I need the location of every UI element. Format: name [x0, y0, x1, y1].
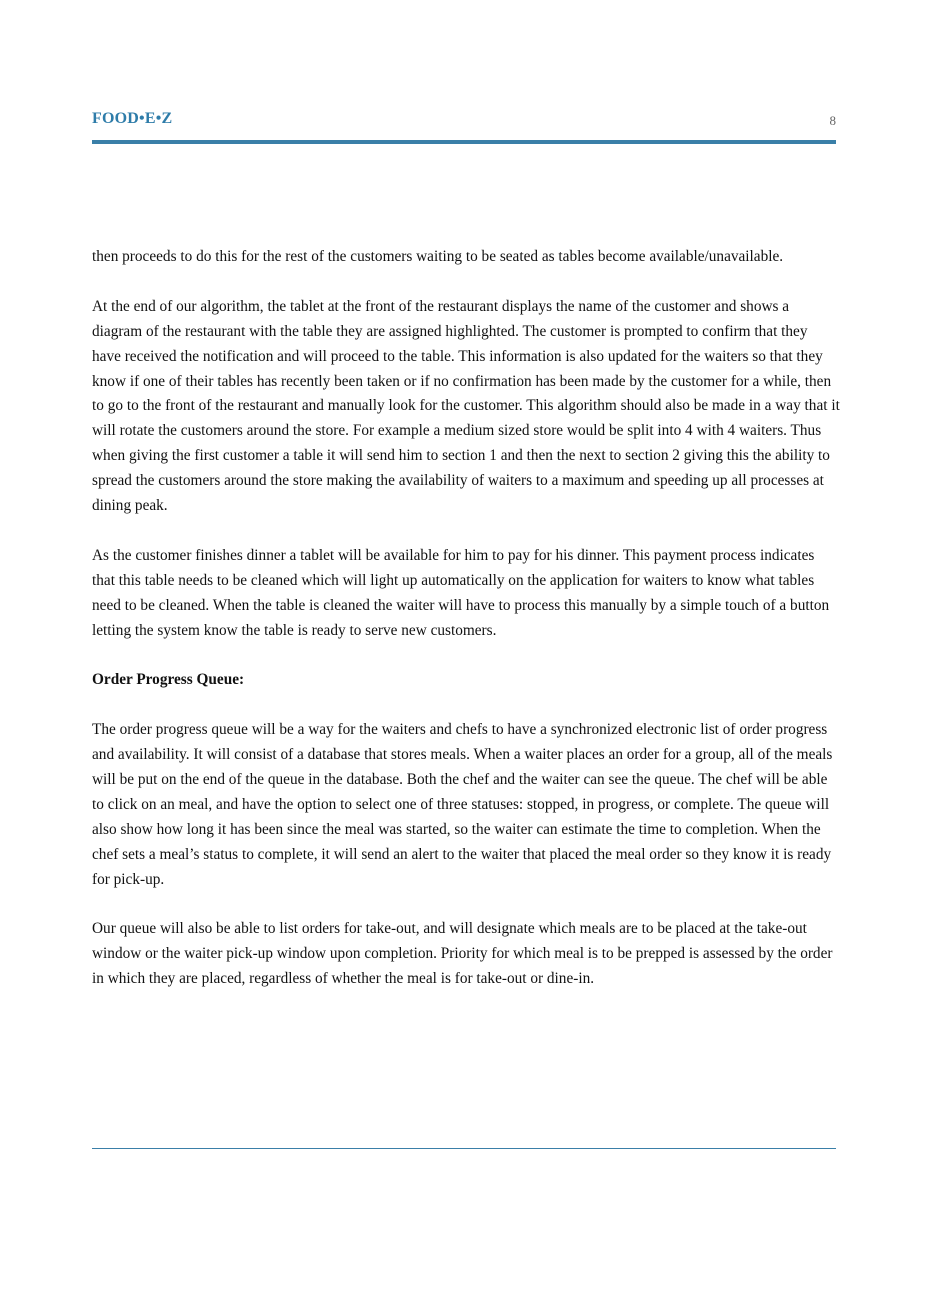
paragraph: Our queue will also be able to list orders for take-out, and will designate which meals are to be placed at the take-out window or the waiter pick-up window upon completion. Priority for which meal is to be prepped is assessed by the order in which they are placed, regardless of whether the meal is for take-out or dine-in.: [92, 920, 833, 988]
document-title: FOOD•E•Z: [92, 110, 173, 127]
paragraph: At the end of our algorithm, the tablet at the front of the restaurant displays the name of the customer and shows a diagram of the restaurant with the table they are assigned highlighted. The customer is prompted to confirm that they have received the notification and will proceed to the table. This information is also updated for the waiters so that they know if one of their tables has recently been taken or if no confirmation has been made by the customer for a while, then to go to the front of the restaurant and manually look for the customer. This algorithm should also be made in a way that it will rotate the customers around the store. For example a medium sized store would be split into 4 with 4 waiters. Thus when giving the first customer a table it will send him to section 1 and then the next to section 2 giving this the ability to spread the customers around the store making the availability of waiters to a maximum and speeding up all processes at dining peak.: [92, 297, 840, 515]
paragraph: then proceeds to do this for the rest of the customers waiting to be seated as tables become available/unavailable.: [92, 248, 784, 265]
paragraph: The order progress queue will be a way for the waiters and chefs to have a synchronized electronic list of order progress and availability. It will consist of a database that stores meals. When a waiter places an order for a group, all of the meals will be put on the end of the queue in the database. Both the chef and the waiter can see the queue. The chef will be able to click on an meal, and have the option to select one of three statuses: stopped, in progress, or complete. The queue will also show how long it has been since the meal was started, so the waiter can estimate the time to completion. When the chef sets a meal’s status to complete, it will send an alert to the waiter that placed the meal order so they know it is ready for pick-up.: [92, 721, 833, 888]
footer-divider: [92, 1148, 836, 1149]
page-number: 8: [829, 113, 836, 128]
section-heading: Order Progress Queue:: [92, 671, 245, 689]
header-divider: [92, 140, 836, 144]
page-header: [92, 110, 836, 134]
page-body: [92, 245, 840, 1017]
paragraph: As the customer finishes dinner a tablet will be available for him to pay for his dinner. This payment process indicates that this table needs to be cleaned which will light up automatically on the application for waiters to know what tables need to be cleaned. When the table is cleaned the waiter will have to process this manually by a simple touch of a button letting the system know the table is ready to serve new customers.: [92, 546, 830, 639]
